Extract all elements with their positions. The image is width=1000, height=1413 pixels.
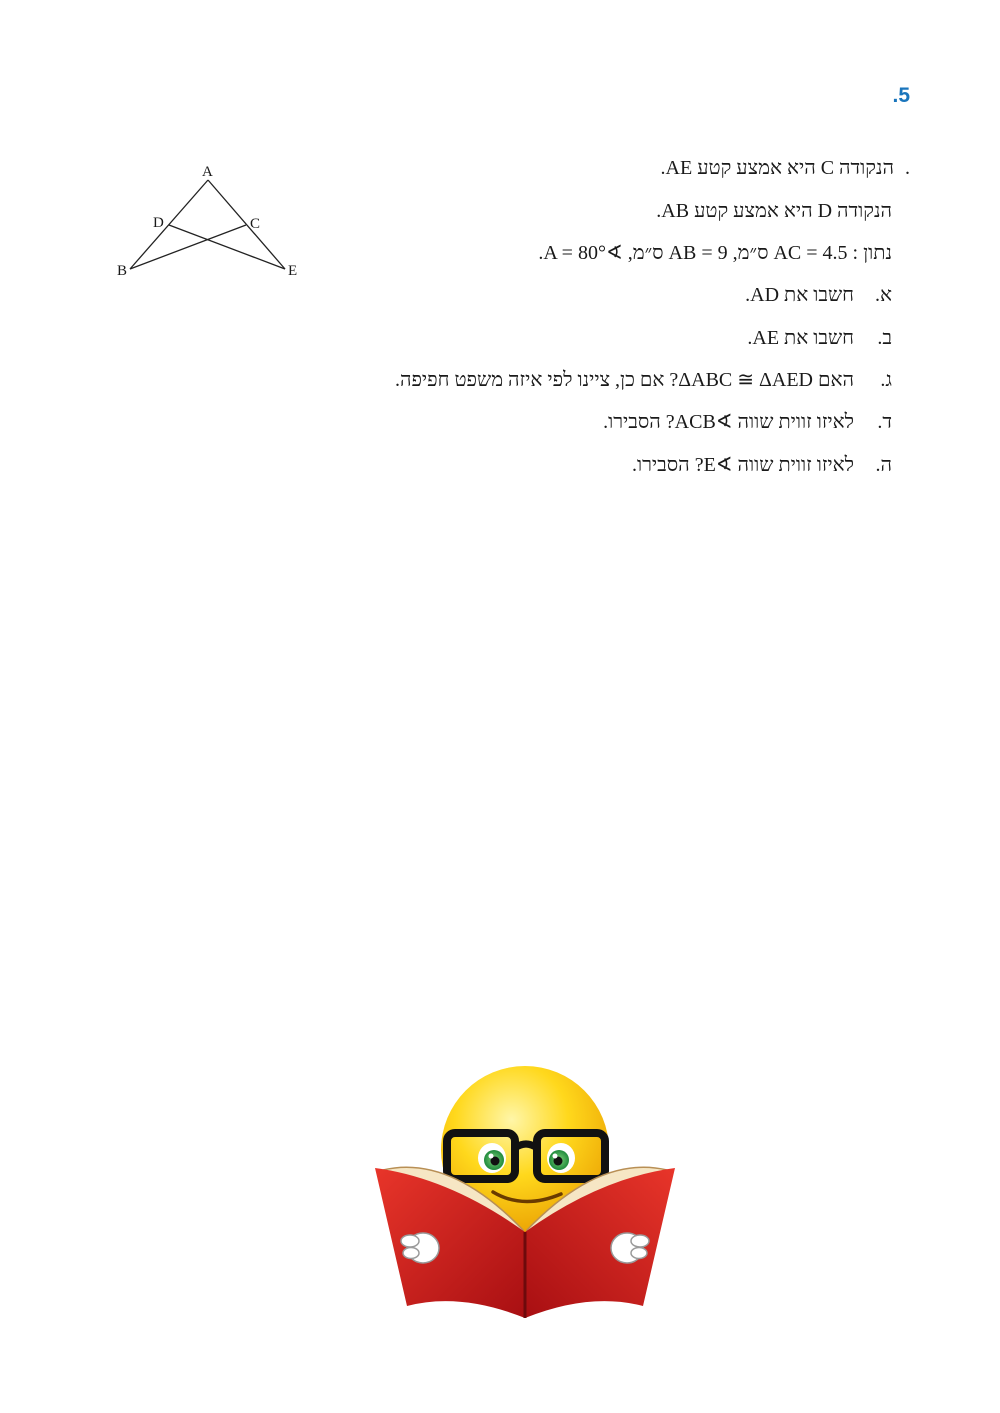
segment-ab xyxy=(130,180,208,269)
sub-question-label: א. xyxy=(874,284,892,306)
sub-question-e xyxy=(632,453,892,477)
sub-question-text: חשבו את AD. xyxy=(745,284,854,306)
sub-question-text: האם ΔABC ≅ ΔAED? אם כן, ציינו לפי איזה משפט חפיפה. xyxy=(394,369,854,391)
sub-question-text: חשבו את AE. xyxy=(747,327,854,349)
bullet-mark: . xyxy=(905,157,910,179)
sub-question-c xyxy=(395,368,892,392)
sub-question-a xyxy=(745,283,892,307)
point-label-c: C xyxy=(250,216,261,232)
given-line-2 xyxy=(656,199,892,223)
question-number: .5 xyxy=(892,84,910,107)
sub-question-text: לאיזו זווית שווה ∢ACB? הסבירו. xyxy=(603,411,854,433)
sub-question-label: ג. xyxy=(880,369,892,391)
point-label-a: A xyxy=(202,164,213,180)
sub-question-label: ד. xyxy=(877,411,892,433)
smiley-reading-book-icon xyxy=(365,1062,685,1332)
given-line-1 xyxy=(661,156,910,180)
point-label-e: E xyxy=(288,263,298,279)
triangle-diagram xyxy=(105,155,315,285)
sub-question-text: לאיזו זווית שווה ∢E? הסבירו. xyxy=(631,454,854,476)
sub-question-label: ה. xyxy=(875,454,892,476)
sub-question-b xyxy=(747,326,892,350)
point-label-d: D xyxy=(153,215,164,231)
given-text: הנקודה D היא אמצע קטע AB. xyxy=(656,200,892,222)
given-text: נתון : AC = 4.5 ס״מ, AB = 9 ס״מ, ∢A = 80°. xyxy=(538,242,892,264)
point-label-b: B xyxy=(117,263,128,279)
given-text: הנקודה C היא אמצע קטע AE. xyxy=(660,157,894,179)
segment-ae xyxy=(208,180,285,269)
sub-question-label: ב. xyxy=(877,327,892,349)
sub-question-d xyxy=(603,410,892,434)
given-line-3 xyxy=(538,241,892,265)
